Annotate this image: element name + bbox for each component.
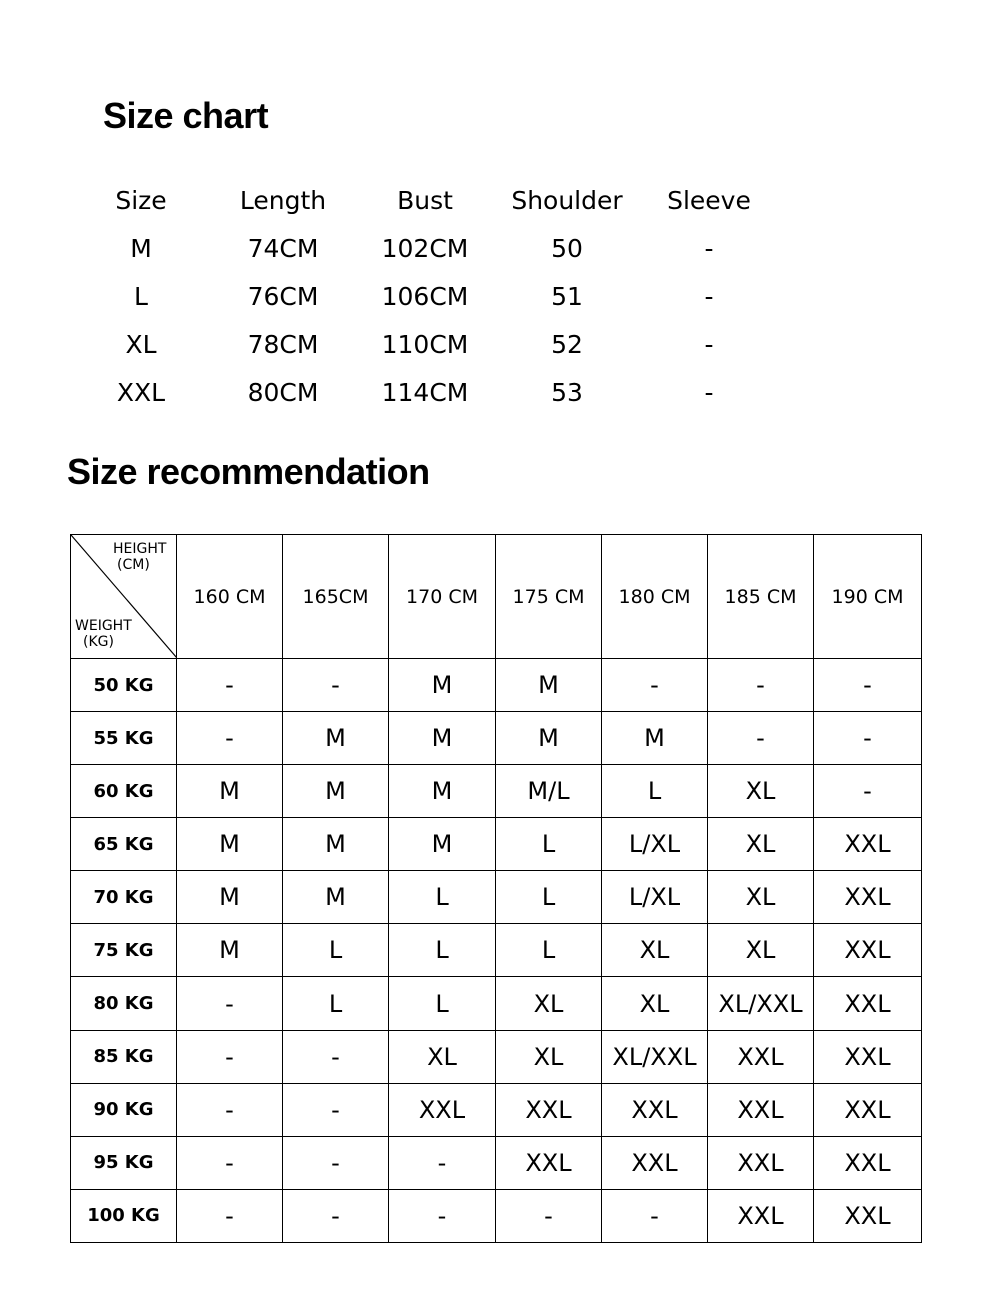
recommended-size-cell: - — [283, 659, 389, 712]
size-chart-cell: 51 — [551, 282, 583, 311]
recommended-size-cell: XXL — [814, 1083, 922, 1136]
recommended-size-cell: XXL — [814, 1030, 922, 1083]
recommended-size-cell: XL/XXL — [708, 977, 814, 1030]
recommended-size-cell: XL — [708, 924, 814, 977]
size-chart-cell: 50 — [551, 234, 583, 263]
recommended-size-cell: M — [283, 818, 389, 871]
recommended-size-cell: M — [602, 712, 708, 765]
recommended-size-cell: L — [496, 871, 602, 924]
recommended-size-cell: - — [283, 1189, 389, 1242]
recommended-size-cell: XXL — [814, 1136, 922, 1189]
weight-axis-label — [75, 618, 132, 650]
recommended-size-cell: M — [389, 818, 496, 871]
recommended-size-cell: XL — [708, 818, 814, 871]
recommended-size-cell: M/L — [496, 765, 602, 818]
weight-row — [71, 871, 922, 924]
recommended-size-cell: XL — [708, 871, 814, 924]
size-chart-cell: 106CM — [381, 282, 469, 311]
weight-header: 90 KG — [71, 1083, 177, 1136]
recommended-size-cell: XXL — [814, 924, 922, 977]
height-header: 170 CM — [389, 535, 496, 659]
size-chart-cell: 78CM — [247, 330, 319, 359]
size-chart-cell: 76CM — [247, 282, 319, 311]
recommended-size-cell: L — [389, 977, 496, 1030]
recommended-size-cell: XXL — [814, 818, 922, 871]
corner-cell — [71, 535, 177, 659]
size-chart-cell: L — [134, 282, 148, 311]
size-chart-row — [70, 369, 780, 417]
weight-row — [71, 1030, 922, 1083]
recommended-size-cell: - — [708, 712, 814, 765]
recommended-size-cell: XL — [708, 765, 814, 818]
recommended-size-cell: M — [177, 924, 283, 977]
recommended-size-cell: XL — [496, 1030, 602, 1083]
height-header: 185 CM — [708, 535, 814, 659]
weight-header: 95 KG — [71, 1136, 177, 1189]
size-chart-title: Size chart — [103, 95, 269, 136]
weight-header: 100 KG — [71, 1189, 177, 1242]
weight-header: 75 KG — [71, 924, 177, 977]
height-label-text: HEIGHT — [113, 541, 167, 557]
recommended-size-cell: - — [177, 1030, 283, 1083]
recommended-size-cell: M — [177, 818, 283, 871]
weight-row — [71, 977, 922, 1030]
weight-header: 65 KG — [71, 818, 177, 871]
weight-row — [71, 659, 922, 712]
recommended-size-cell: M — [496, 659, 602, 712]
weight-row — [71, 924, 922, 977]
recommended-size-cell: L — [496, 924, 602, 977]
height-header: 160 CM — [177, 535, 283, 659]
weight-row — [71, 1136, 922, 1189]
recommended-size-cell: L — [389, 924, 496, 977]
recommended-size-cell: - — [602, 659, 708, 712]
recommended-size-cell: XXL — [814, 871, 922, 924]
recommended-size-cell: L — [602, 765, 708, 818]
recommended-size-cell: XXL — [708, 1083, 814, 1136]
weight-row — [71, 818, 922, 871]
size-chart-row — [70, 273, 780, 321]
recommended-size-cell: - — [177, 1083, 283, 1136]
recommended-size-cell: XL — [602, 924, 708, 977]
weight-row — [71, 1083, 922, 1136]
weight-header: 80 KG — [71, 977, 177, 1030]
weight-row — [71, 1189, 922, 1242]
size-chart-cell: - — [704, 234, 714, 263]
recommended-size-cell: L/XL — [602, 871, 708, 924]
recommended-size-cell: - — [177, 1189, 283, 1242]
size-chart-cell: XL — [125, 330, 157, 359]
recommended-size-cell: M — [177, 765, 283, 818]
size-chart-cell: 110CM — [381, 330, 469, 359]
height-header: 180 CM — [602, 535, 708, 659]
height-axis-label — [113, 541, 175, 573]
recommended-size-cell: L — [283, 977, 389, 1030]
recommended-size-cell: XL — [389, 1030, 496, 1083]
recommended-size-cell: XXL — [496, 1083, 602, 1136]
recommended-size-cell: M — [389, 712, 496, 765]
recommended-size-cell: XL — [496, 977, 602, 1030]
recommended-size-cell: XXL — [602, 1083, 708, 1136]
size-chart-header-cell: Length — [239, 186, 327, 215]
weight-header: 85 KG — [71, 1030, 177, 1083]
size-chart-cell: 80CM — [247, 378, 319, 407]
weight-header: 55 KG — [71, 712, 177, 765]
recommended-size-cell: L — [389, 871, 496, 924]
size-chart-cell: 53 — [551, 378, 583, 407]
weight-row — [71, 765, 922, 818]
size-chart-header-cell: Size — [115, 186, 167, 215]
weight-header: 60 KG — [71, 765, 177, 818]
height-header-row — [71, 535, 922, 659]
recommended-size-cell: - — [814, 659, 922, 712]
recommended-size-cell: M — [283, 871, 389, 924]
recommended-size-cell: - — [496, 1189, 602, 1242]
recommended-size-cell: - — [177, 659, 283, 712]
recommended-size-cell: M — [389, 659, 496, 712]
size-chart-cell: - — [704, 378, 714, 407]
recommended-size-cell: - — [814, 712, 922, 765]
size-chart-table — [70, 177, 780, 417]
recommended-size-cell: XXL — [708, 1189, 814, 1242]
recommended-size-cell: - — [177, 1136, 283, 1189]
recommended-size-cell: XL — [602, 977, 708, 1030]
height-header: 175 CM — [496, 535, 602, 659]
height-header: 190 CM — [814, 535, 922, 659]
size-chart-header-cell: Shoulder — [511, 186, 623, 215]
recommended-size-cell: - — [389, 1136, 496, 1189]
recommended-size-cell: - — [177, 712, 283, 765]
recommended-size-cell: M — [283, 765, 389, 818]
weight-row — [71, 712, 922, 765]
weight-unit-text: (KG) — [83, 634, 114, 650]
recommendation-body — [71, 659, 922, 1243]
size-chart-cell: 74CM — [247, 234, 319, 263]
recommended-size-cell: - — [283, 1136, 389, 1189]
recommended-size-cell: XXL — [602, 1136, 708, 1189]
size-chart-cell: 52 — [551, 330, 583, 359]
recommended-size-cell: XXL — [389, 1083, 496, 1136]
size-recommendation-table — [70, 534, 922, 1243]
size-chart-row — [70, 225, 780, 273]
recommended-size-cell: L — [496, 818, 602, 871]
size-recommendation-title: Size recommendation — [67, 451, 430, 492]
recommended-size-cell: M — [283, 712, 389, 765]
size-chart-cell: - — [704, 282, 714, 311]
weight-label-text: WEIGHT — [75, 618, 132, 634]
size-chart-row — [70, 321, 780, 369]
size-chart-header-cell: Sleeve — [667, 186, 751, 215]
recommended-size-cell: M — [177, 871, 283, 924]
recommended-size-cell: M — [389, 765, 496, 818]
height-unit-text: (CM) — [117, 557, 150, 573]
size-chart-cell: XXL — [116, 378, 166, 407]
recommended-size-cell: - — [602, 1189, 708, 1242]
weight-header: 70 KG — [71, 871, 177, 924]
size-chart-header-row — [70, 177, 780, 225]
size-chart-cell: - — [704, 330, 714, 359]
height-header: 165CM — [283, 535, 389, 659]
size-chart-header-cell: Bust — [397, 186, 453, 215]
recommended-size-cell: M — [496, 712, 602, 765]
recommended-size-cell: XL/XXL — [602, 1030, 708, 1083]
size-chart-cell: 102CM — [381, 234, 469, 263]
recommended-size-cell: XXL — [814, 977, 922, 1030]
recommended-size-cell: - — [177, 977, 283, 1030]
recommended-size-cell: L/XL — [602, 818, 708, 871]
recommended-size-cell: XXL — [708, 1136, 814, 1189]
recommended-size-cell: XXL — [496, 1136, 602, 1189]
recommended-size-cell: - — [389, 1189, 496, 1242]
size-chart-cell: M — [130, 234, 152, 263]
recommended-size-cell: L — [283, 924, 389, 977]
size-chart-cell: 114CM — [381, 378, 469, 407]
weight-header: 50 KG — [71, 659, 177, 712]
recommended-size-cell: XXL — [708, 1030, 814, 1083]
recommended-size-cell: - — [814, 765, 922, 818]
recommended-size-cell: XXL — [814, 1189, 922, 1242]
recommended-size-cell: - — [283, 1030, 389, 1083]
recommended-size-cell: - — [708, 659, 814, 712]
recommended-size-cell: - — [283, 1083, 389, 1136]
corner-diagonal — [71, 535, 177, 658]
